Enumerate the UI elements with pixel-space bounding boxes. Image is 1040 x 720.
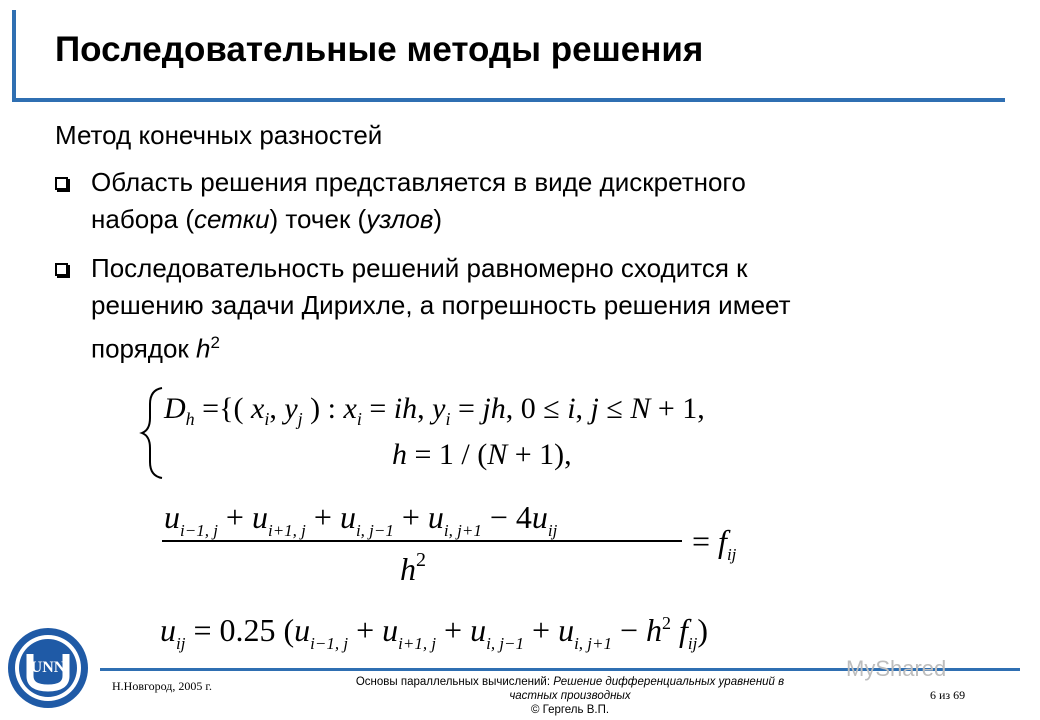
bullet-run: Область решения представляется в виде дискретного: [91, 167, 746, 197]
formula-iteration: [160, 612, 708, 653]
bullet-run: ) точек (: [269, 204, 367, 234]
bullet-run: порядок: [91, 333, 197, 364]
header-vertical-rule: [12, 10, 16, 102]
bullet-line: [91, 287, 791, 324]
svg-text:Dh ={( xi, yj ) : xi = ih, yi: $D_h$ ={( $x_i$, $y_j$ ) : $x_i$ = ih, $y_i$ = jh, 0 ≤ i, j ≤ N + 1,: [164, 392, 705, 429]
svg-text:h2: $h^2$: [400, 549, 426, 587]
unn-logo-icon: [6, 626, 90, 710]
bullet-line: [91, 164, 746, 201]
svg-text:h = 1 / (N + 1),: h = 1 / (N + 1),: [392, 438, 572, 471]
svg-text:uij = 0.25 (ui−1, j + ui+1, j: $u_{ij} = 0.25$ ($u_{i-1, j} + u_{i+1, j} + u_{i, j-1} + u_{i, j+1} - h^2$ $f_{ij}$): [160, 612, 709, 653]
bullet-line: [91, 250, 791, 287]
watermark: MyShared: [846, 656, 947, 681]
bullet-item: [55, 164, 955, 244]
footer-course: Основы параллельных вычислений:: [355, 676, 551, 688]
footer-city: Н.Новгород, 2005 г.: [112, 679, 212, 693]
bullet-run: сетки: [193, 204, 270, 234]
slide-subtitle: Метод конечных разностей: [55, 120, 383, 150]
svg-text:ui−1, j + ui+1, j + ui, j−1 +: $u_{i-1, j} + u_{i+1, j} + u_{i, j-1} + u_{i, j+1} - 4u_{ij}$: [164, 499, 558, 540]
formula-block: [130, 378, 830, 668]
footer-course-topic-2: частных производных: [509, 690, 631, 702]
page-number: 6 из 69: [930, 688, 966, 702]
bullet-text: [91, 164, 746, 238]
slide-title: Последовательные методы решения: [55, 30, 704, 69]
bullet-text: [91, 250, 791, 364]
bullet-run: ): [433, 204, 443, 234]
footer-author: © Гергель В.П.: [530, 704, 610, 716]
bullet-run: набора (: [91, 204, 194, 234]
svg-text:= fij: = $f_{ij}$: [692, 523, 737, 564]
bullet-item: [55, 250, 975, 370]
bullet-line: [91, 324, 791, 364]
checkbox-bullet-icon: [55, 263, 68, 276]
bullet-run: узлов: [366, 204, 434, 234]
header-horizontal-rule: [12, 98, 1005, 102]
formula-difference-scheme: [162, 499, 737, 587]
bullet-run: 2: [210, 333, 220, 352]
svg-text:UNN: UNN: [30, 659, 66, 676]
formula-system: [142, 388, 705, 478]
bullet-line: [91, 201, 746, 238]
bullet-run: решению задачи Дирихле, а погрешность решения имеет: [91, 290, 791, 320]
checkbox-bullet-icon: [55, 177, 68, 190]
bullet-run: h: [196, 333, 211, 364]
footer-course-info: [290, 675, 850, 717]
bullet-run: Последовательность решений равномерно сходится к: [91, 253, 748, 283]
brace-icon: [142, 388, 162, 478]
footer-course-topic: Решение дифференциальных уравнений в: [553, 676, 785, 688]
